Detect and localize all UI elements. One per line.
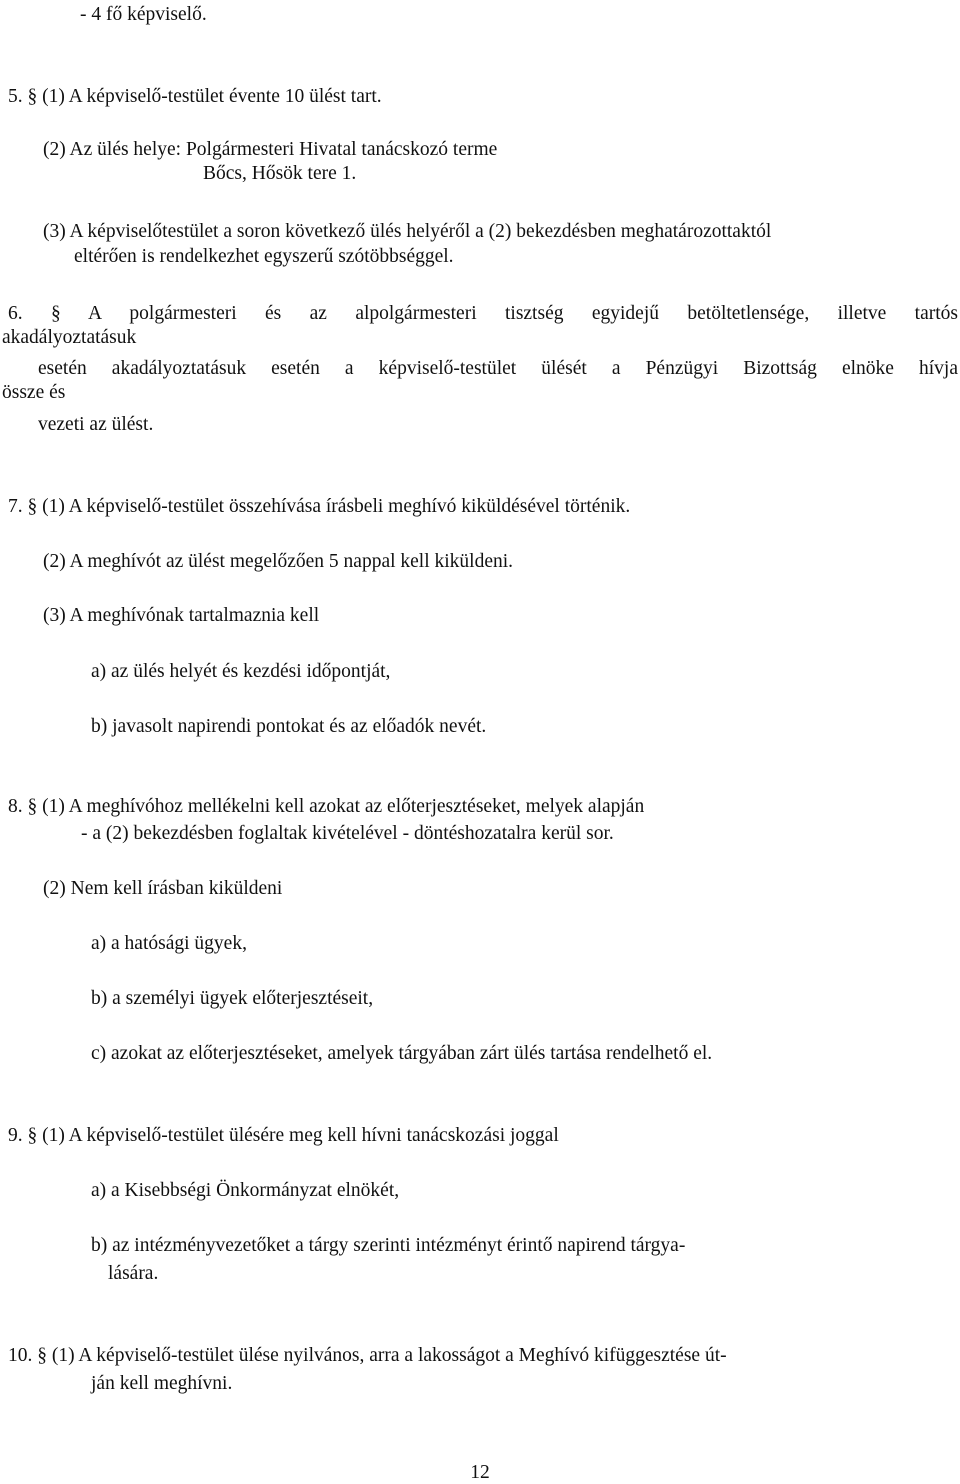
list-item: a) a hatósági ügyek, — [91, 933, 247, 954]
text-line: össze és — [2, 382, 66, 403]
text-line: esetén akadályoztatásuk esetén a képviselő-testület ülését a Pénzügyi Bizottság elnöke hívja — [38, 358, 958, 379]
section-5-heading: 5. § (1) A képviselő-testület évente 10 ülést tart. — [8, 86, 382, 107]
text-line: (2) Az ülés helye: Polgármesteri Hivatal tanácskozó terme — [43, 139, 498, 160]
section-9-heading: 9. § (1) A képviselő-testület ülésére meg kell hívni tanácskozási joggal — [8, 1125, 559, 1146]
list-item: b) a személyi ügyek előterjesztéseit, — [91, 988, 374, 1009]
section-8-heading: 8. § (1) A meghívóhoz mellékelni kell azokat az előterjesztéseket, melyek alapján — [8, 796, 645, 817]
text-line: ján kell meghívni. — [91, 1373, 233, 1394]
text-line: (2) Nem kell írásban kiküldeni — [43, 878, 283, 899]
section-6-heading: 6. § A polgármesteri és az alpolgármesteri tisztség egyidejű betöltetlensége, illetve tartós — [8, 303, 958, 324]
list-item: b) az intézményvezetőket a tárgy szerinti intézményt érintő napirend tárgya- — [91, 1235, 686, 1256]
text-line: (3) A képviselőtestület a soron következő ülés helyéről a (2) bekezdésben meghatározottaktól — [43, 221, 772, 242]
text-line: (3) A meghívónak tartalmaznia kell — [43, 605, 320, 626]
section-7-heading: 7. § (1) A képviselő-testület összehívása írásbeli meghívó kiküldésével történik. — [8, 496, 631, 517]
section-10-heading: 10. § (1) A képviselő-testület ülése nyilvános, arra a lakosságot a Meghívó kifüggesztése út- — [8, 1345, 727, 1366]
list-item: b) javasolt napirendi pontokat és az előadók nevét. — [91, 716, 487, 737]
text-line: - a (2) bekezdésben foglaltak kivételével - döntéshozatalra kerül sor. — [81, 823, 614, 844]
list-item: c) azokat az előterjesztéseket, amelyek tárgyában zárt ülés tartása rendelhető el. — [91, 1043, 713, 1064]
text-line: (2) A meghívót az ülést megelőzően 5 nappal kell kiküldeni. — [43, 551, 514, 572]
text-line: eltérően is rendelkezhet egyszerű szótöbbséggel. — [74, 246, 454, 267]
text-line: lására. — [108, 1263, 159, 1284]
page-number: 12 — [470, 1462, 490, 1483]
text-line: - 4 fő képviselő. — [80, 4, 207, 25]
text-line: Bőcs, Hősök tere 1. — [203, 163, 357, 184]
list-item: a) az ülés helyét és kezdési időpontját, — [91, 661, 391, 682]
text-line: akadályoztatásuk — [2, 327, 137, 348]
text-line: vezeti az ülést. — [38, 414, 154, 435]
list-item: a) a Kisebbségi Önkormányzat elnökét, — [91, 1180, 400, 1201]
